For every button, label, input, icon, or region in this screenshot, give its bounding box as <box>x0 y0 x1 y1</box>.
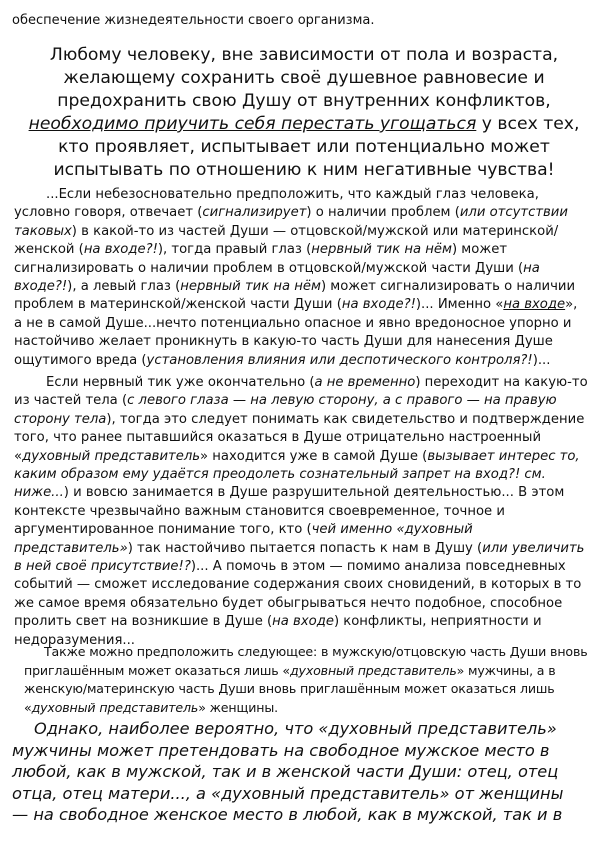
text-run: ), тогда это следует понимать как свидетельство и подтверждение того, что ранее пытавшийся оказаться в Душе отрицательно настроенный « <box>14 411 585 464</box>
text-run: » находится уже в самой Душе ( <box>200 448 428 464</box>
main-statement-text-1: Любому человеку, вне зависимости от пола и возраста, желающему сохранить своё душевное равновесие и предохранить свою Душу от внутренних конфликтов, <box>49 45 559 111</box>
text-run: ), тогда правый глаз ( <box>157 242 312 258</box>
italic-run: нервный тик на нём <box>311 242 452 258</box>
italic-run: на входе?! <box>83 242 158 258</box>
text-run: » мужчины, а в женскую/материнскую часть Души вновь приглашённым может оказаться лишь « <box>24 662 556 715</box>
text-run: ) и вовсю занимается в Душе разрушительной деятельностью... В этом контексте чрезвычайно важным становится своевременное, точное и аргументированное понимание того, кто ( <box>14 485 565 538</box>
text-run: ...Если небезосновательно предположить, что каждый глаз человека, условно говоря, отвечает ( <box>14 187 539 221</box>
paragraph-eyes-signals <box>14 186 588 370</box>
paragraph-intro-fragment: обеспечение жизнедеятельности своего организма. <box>12 13 375 28</box>
paragraph-probable-conclusion: Однако, наиболее вероятно, что «духовный представитель» мужчины может претендовать на свободное мужское место в любой, как в мужской, так и в женской части Души: отец, отец отца, отец матери..., а «духовный представитель» от женщины — на свободное женское место в любой, как в мужской, так и в <box>12 719 564 824</box>
text-run: ) так настойчиво пытается попасть к нам в Душу ( <box>127 540 483 556</box>
italic-run: на входе?! <box>14 260 540 295</box>
paragraph-nervous-tic <box>14 374 588 650</box>
text-run: ) может сигнализировать о наличии проблем в материнской/женской части Души ( <box>14 279 576 313</box>
text-run: » женщины. <box>198 699 278 715</box>
main-statement-emphasis: необходимо приучить себя перестать угощаться <box>28 114 477 134</box>
italic-run: на входе <box>272 614 334 630</box>
text-run: », а не в самой Душе...нечто потенциально опасное и явно вредоносное упорно и настойчиво желает проникнуть в какую-то часть Души для нанесения Душе ощутимого вреда ( <box>14 297 578 368</box>
text-run: Если нервный тик уже окончательно ( <box>46 375 315 390</box>
italic-run: с левого глаза — на левую сторону, а с правого — на правую сторону тела <box>14 393 557 427</box>
text-run: )... Именно « <box>415 297 504 313</box>
text-run: )... А помочь в этом — помимо анализа повседневных событий — сможет исследование содержания своих сновидений, в которых в то же самое время обязательно будет обыгрываться нечто подобное, способное пролить свет на возникшие в Душе ( <box>14 559 582 630</box>
italic-run: или отсутствии таковых <box>14 205 568 239</box>
text-run: Также можно предположить следующее: в мужскую/отцовскую часть Души вновь приглашённым может оказаться лишь « <box>24 644 588 678</box>
italic-run: или увеличить в ней своё присутствие!? <box>14 540 585 575</box>
italic-run: вызывает интерес то, каким образом ему удаётся преодолеть сознательный запрет на вход?! см. ниже... <box>14 448 580 501</box>
text-run: ) о наличии проблем ( <box>306 205 460 221</box>
text-run: ), а левый глаз ( <box>67 279 181 295</box>
italic-run: духовный представитель <box>289 662 457 678</box>
underlined-italic-run: на входе <box>503 297 566 313</box>
italic-run: на входе?! <box>341 297 416 313</box>
paragraph-invited-representative <box>24 643 590 717</box>
main-statement-text-2: у всех тех, кто проявляет, испытывает или потенциально может испытывать по отношению к ним негативные чувства! <box>53 114 580 180</box>
text-run: )... <box>532 352 551 368</box>
text-run: ) в какой-то из частей Души — отцовской/мужской или материнской/женской ( <box>14 223 559 258</box>
italic-run: установления влияния или деспотического контроля?! <box>146 352 533 368</box>
text-run: ) конфликты, неприятности и недоразумения... <box>14 614 542 648</box>
paragraph-main-statement <box>24 44 584 182</box>
italic-run: духовный представитель <box>22 448 201 464</box>
italic-run: сигнализирует <box>202 205 307 221</box>
italic-run: а не временно <box>314 375 416 390</box>
italic-run: нервный тик на нём <box>180 279 321 295</box>
italic-run: чей именно «духовный представитель» <box>14 522 473 556</box>
text-run: ) переходит на какую-то из частей тела ( <box>14 375 588 409</box>
italic-run: духовный представитель <box>31 699 199 715</box>
text-run: ) может сигнализировать о наличии проблем в отцовской/мужской части Души ( <box>14 242 524 276</box>
